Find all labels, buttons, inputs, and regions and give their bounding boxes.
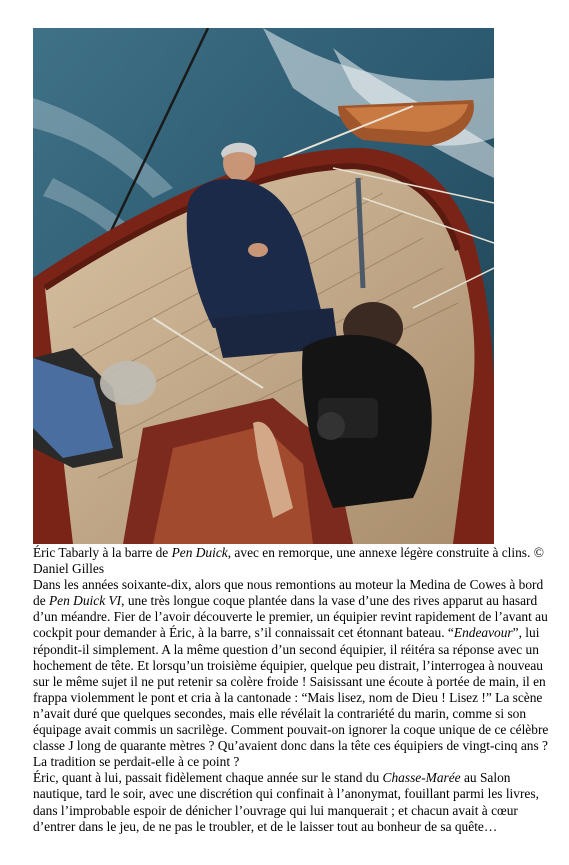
boat-name: Endeavour — [453, 625, 513, 641]
paragraph-1: Dans les années soixante-dix, alors que nous remontions au moteur la Medina de Cowes à bord de Pen Duick VI, une très longue coque plantée dans la vase d’une des rives apparut au hasard d’un méandre. Fier de l’avoir découverte le premier, un équipier revint rapidement de l’avant au cockpit pour demander à Éric, à la barre, s’il connaissait cet étonnant bateau. “Endeavour”, lui répondit-il simplement. A la même question d’un second équipier, il réitéra sa réponse avec un hochement de tête. Et lorsqu’un troisième équipier, quelque peu distrait, l’interrogea à nouveau sur le même sujet il ne put retenir sa colère froide ! Saisissant une écoute à portée de main, il en frappa violemment le pont et cria à la cantonade : “Mais lisez, nom de Dieu ! Lisez !” La scène n’avait duré que quelques secondes, mais elle révélait la contrariété du marin, comme si son équipage avait commis un sacrilège. Comment pouvait-on ignorer la coque unique de ce célèbre classe J long de quarante mètres ? Qu’avaient donc dans la tête ces équipiers de vingt-cinq ans ? La tradition se perdait-elle à ce point ? — [33, 577, 549, 770]
sailing-photo — [33, 28, 494, 544]
paragraph-2: Éric, quant à lui, passait fidèlement chaque année sur le stand du Chasse-Marée au Salon nautique, tard le soir, avec une discrétion qui confinait à l’anonymat, fouillant parmi les livres, dans l’improbable espoir de dénicher l’ouvrage qui lui manquerait ; et chacun avait à cœur d’entrer dans le jeu, de ne pas le troubler, et de le laisser tout au bonheur de sa quête… — [33, 770, 539, 834]
magazine-name: Chasse-Marée — [382, 770, 461, 786]
boat-name: Pen Duick VI — [49, 593, 122, 609]
photo-caption: Éric Tabarly à la barre de Pen Duick, avec en remorque, une annexe légère construite à clins. © Daniel Gilles — [33, 545, 544, 577]
article-text — [33, 545, 555, 835]
boat-name: Pen Duick — [171, 545, 228, 560]
